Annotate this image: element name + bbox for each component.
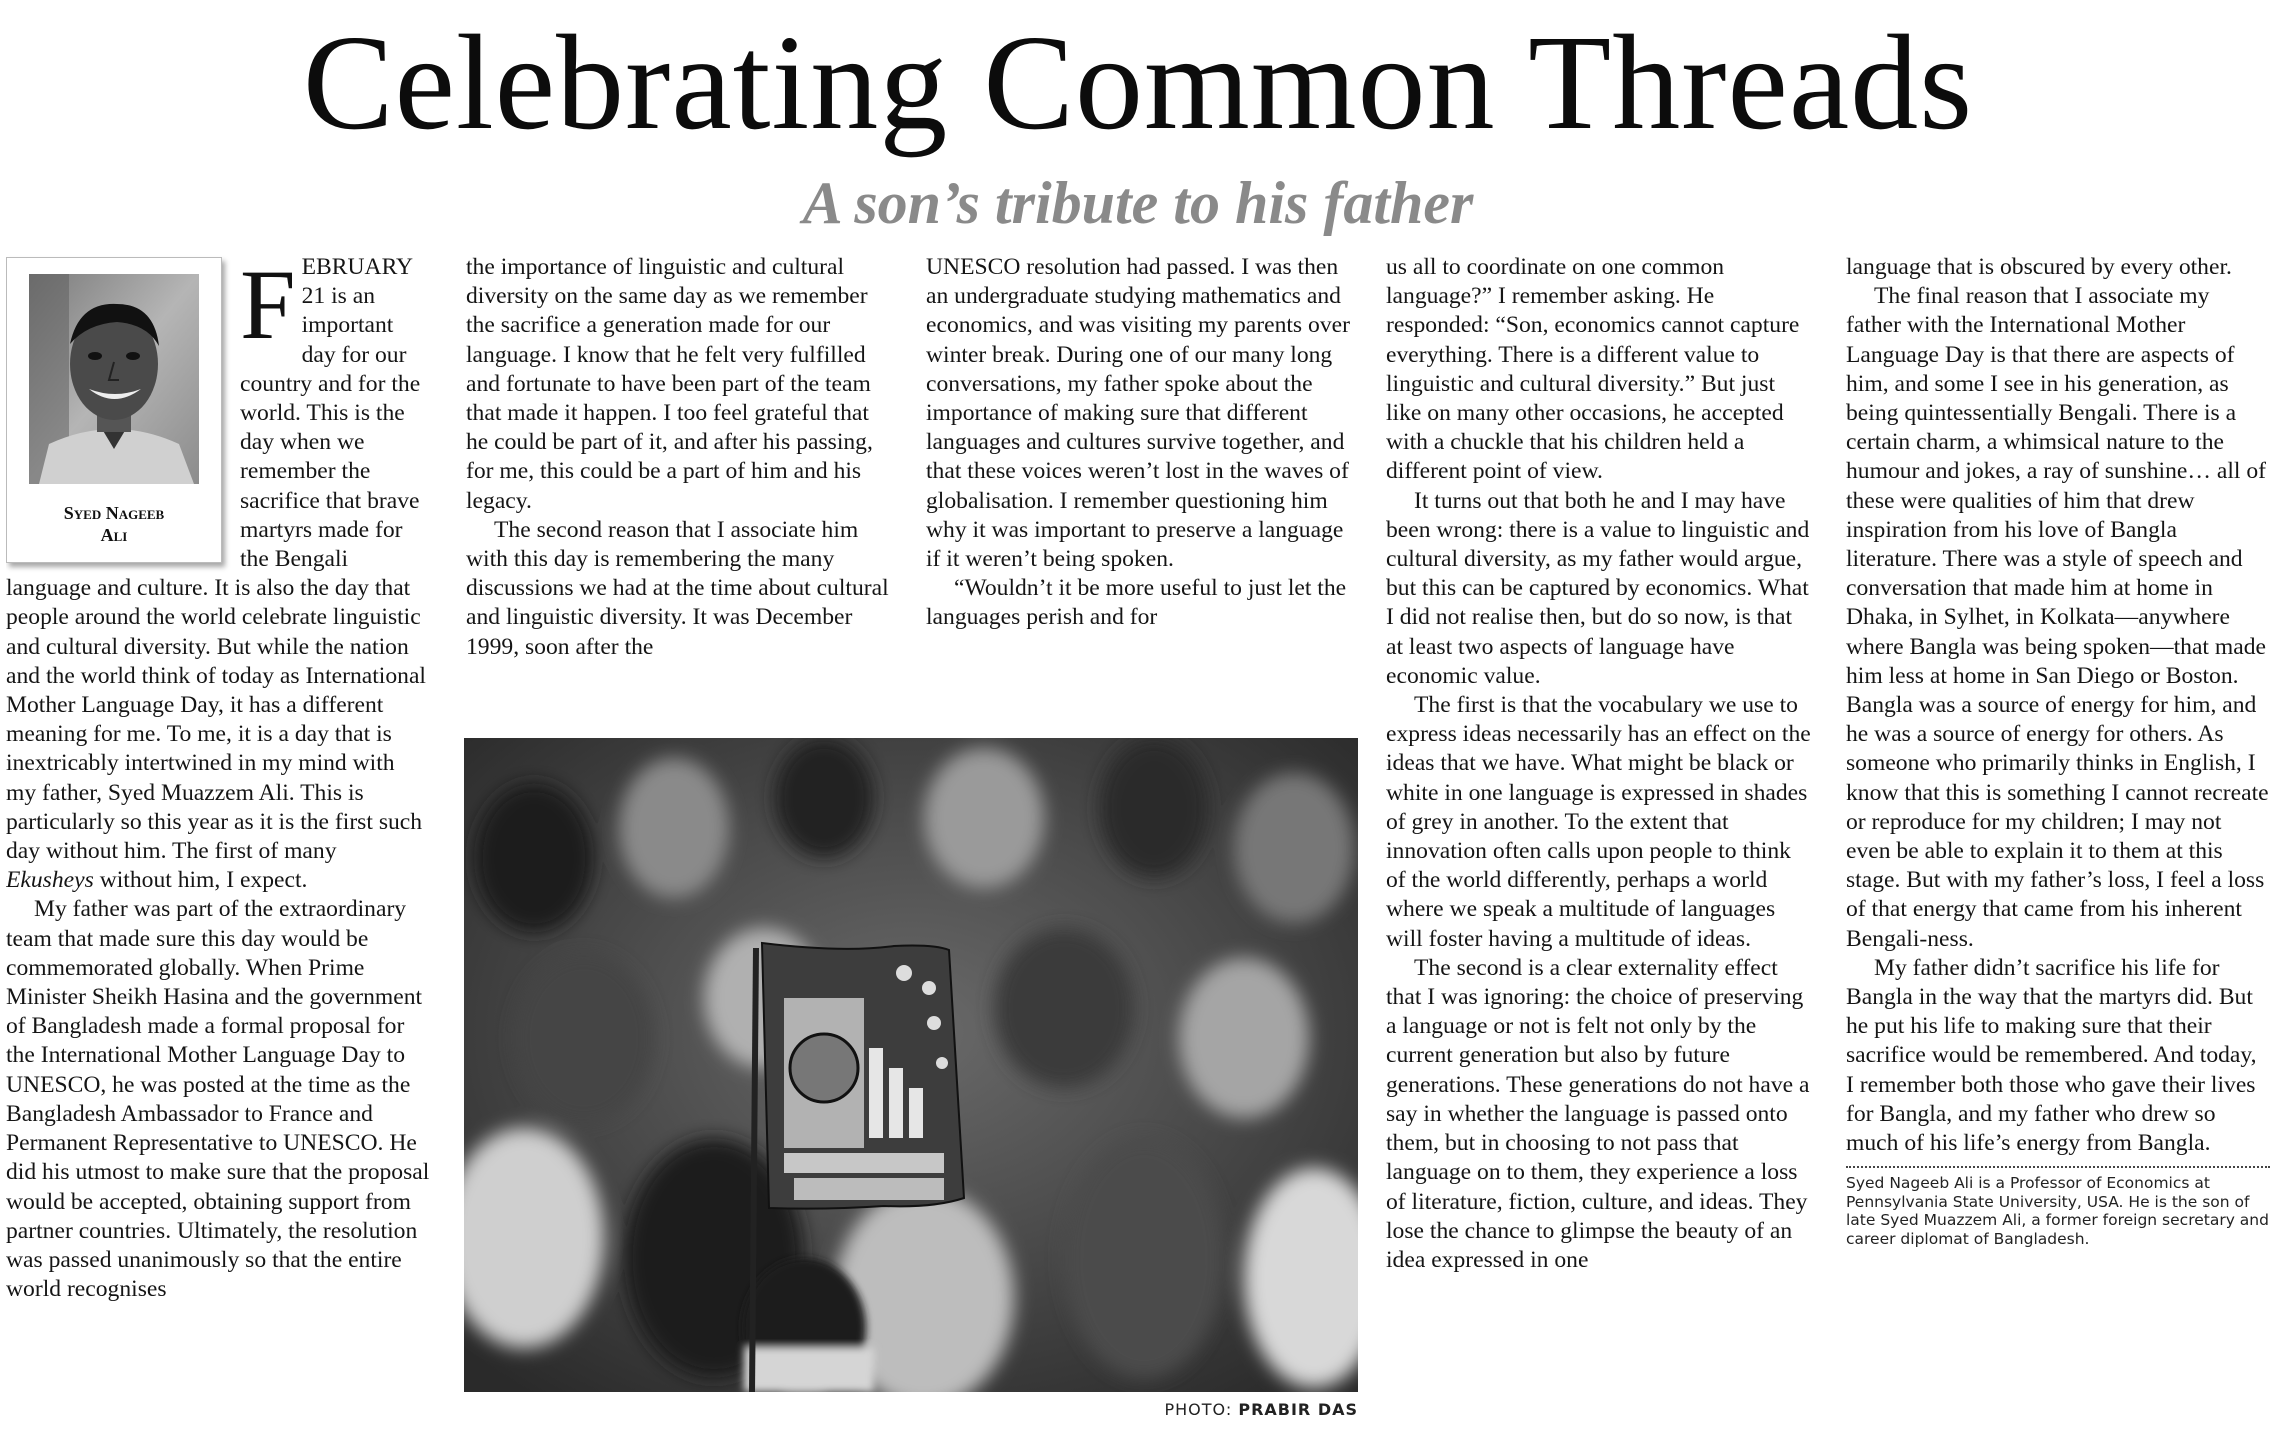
author-name-caption: Syed Nageeb Ali (63, 503, 165, 545)
author-portrait (6, 257, 222, 563)
bio-divider (1846, 1166, 2270, 1168)
photo-credit: PHOTO: PRABIR DAS (1164, 1400, 1358, 1419)
article-column-4: us all to coordinate on one common language?” I remember asking. He responded: “Son, economics cannot capture everything. There is a different value to linguistic and cultural diversity.” But just like on many other occasions, he accepted with a chuckle that his children held a different point of view. It turns out that both he and I may have been wrong: there is a value to linguistic and cultural diversity, as my father would argue, but this can be captured by economics. What I did not realise then, but do so now, is that at least two aspects of language have economic value. The first is that the vocabulary we use to express ideas necessarily has an effect on the ideas that we have. What might be black or white in one language is expressed in shades of grey in another. To the extent that innovation often calls upon people to think of the world differently, perhaps a world where we speak a multitude of languages will foster having a multitude of ideas. The second is a clear externality effect that I was ignoring: the choice of preserving a language or not is felt not only by the current generation but also by future generations. These generations do not have a say in whether the language is passed onto them, but in choosing to not pass that language on to them, they experience a loss of literature, fiction, culture, and ideas. They lose the chance to glimpse the beauty of an idea expressed in one (1386, 254, 1811, 1273)
subheadline: A son’s tribute to his father (802, 170, 1474, 236)
article-column-3: UNESCO resolution had passed. I was then an undergraduate studying mathematics and economics, and was visiting my parents over winter break. During one of our many long conversations, my father spoke about the importance of making sure that different languages and cultures survive together, and that these voices weren’t lost in the waves of globalisation. I remember questioning him why it was important to preserve a language if it weren’t being spoken. “Wouldn’t it be more useful to just let the languages perish and for (926, 254, 1350, 631)
crowd-flag-photo (464, 738, 1358, 1392)
article-column-2: the importance of linguistic and cultural diversity on the same day as we remember the sacrifice a generation made for our language. I know that he felt very fulfilled and fortunate to have been part of the team that made it happen. I too feel grateful that he could be part of it, and after his passing, for me, this could be a part of him and his legacy. The second reason that I associate him with this day is remembering the many discussions we had at the time about cultural and linguistic diversity. It was December 1999, soon after the (466, 254, 889, 660)
article-column-5: language that is obscured by every other. The final reason that I associate my father with the International Mother Language Day is that there are aspects of him, and some I see in his generation, as being quintessentially Bengali. There is a certain charm, a whimsical nature to the humour and jokes, a ray of sunshine… all of these were qualities of him that drew inspiration from his love of Bangla literature. There was a style of speech and conversation that made him at home in Dhaka, in Sylhet, in Kolkata—anywhere where Bangla was being spoken—that made him less at home in San Diego or Boston. Bangla was a source of energy for him, and he was a source of energy for others. As someone who primarily thinks in English, I know that this is something I cannot recreate or reproduce for my children; I may not even be able to explain it to them at this stage. But with my father’s loss, I feel a loss of that energy that came from his inherent Bengali-ness. My father didn’t sacrifice his life for Bangla in the way that the martyrs did. But he put his life to making sure that their sacrifice would be remembered. And today, I remember both those who gave their lives for Bangla, and my father who drew so much of his life’s energy from Bangla. Syed Nageeb Ali is a Professor of Economics at Pennsylvania State University, USA. He is the son of late Syed Muazzem Ali, a former foreign secretary and career diplomat of Bangladesh. (1846, 254, 2269, 1248)
article-column-1: Syed Nageeb Ali FEBRUARY 21 is an important day for our country and for the world. This is the day when we remember the sacrifice that brave martyrs made for the Bengali language and culture. It is also the day that people around the world celebrate linguistic and cultural diversity. But while the nation and the world think of today as International Mother Language Day, it has a different meaning for me. To me, it is a day that is inextricably intertwined in my mind with my father, Syed Muazzem Ali. This is particularly so this year as it is the first such day without him. The first of many Ekusheys without him, I expect. My father was part of the extraordinary team that made sure this day would be commemorated globally. When Prime Minister Sheikh Hasina and the government of Bangladesh made a formal proposal for the International Mother Language Day to UNESCO, he was posted at the time as the Bangladesh Ambassador to France and Permanent Representative to UNESCO. He did his utmost to make sure that the proposal would be accepted, obtaining support from partner countries. Ultimately, the resolution was passed unanimously so that the entire world recognises (6, 253, 430, 1303)
headline: Celebrating Common Threads (302, 8, 1974, 158)
drop-cap: F (240, 253, 296, 360)
author-photo (29, 274, 199, 484)
author-bio: Syed Nageeb Ali is a Professor of Economics at Pennsylvania State University, USA. He is the son of late Syed Muazzem Ali, a former foreign secretary and career diplomat of Bangladesh. (1846, 1174, 2269, 1248)
photo-image (464, 738, 1358, 1392)
